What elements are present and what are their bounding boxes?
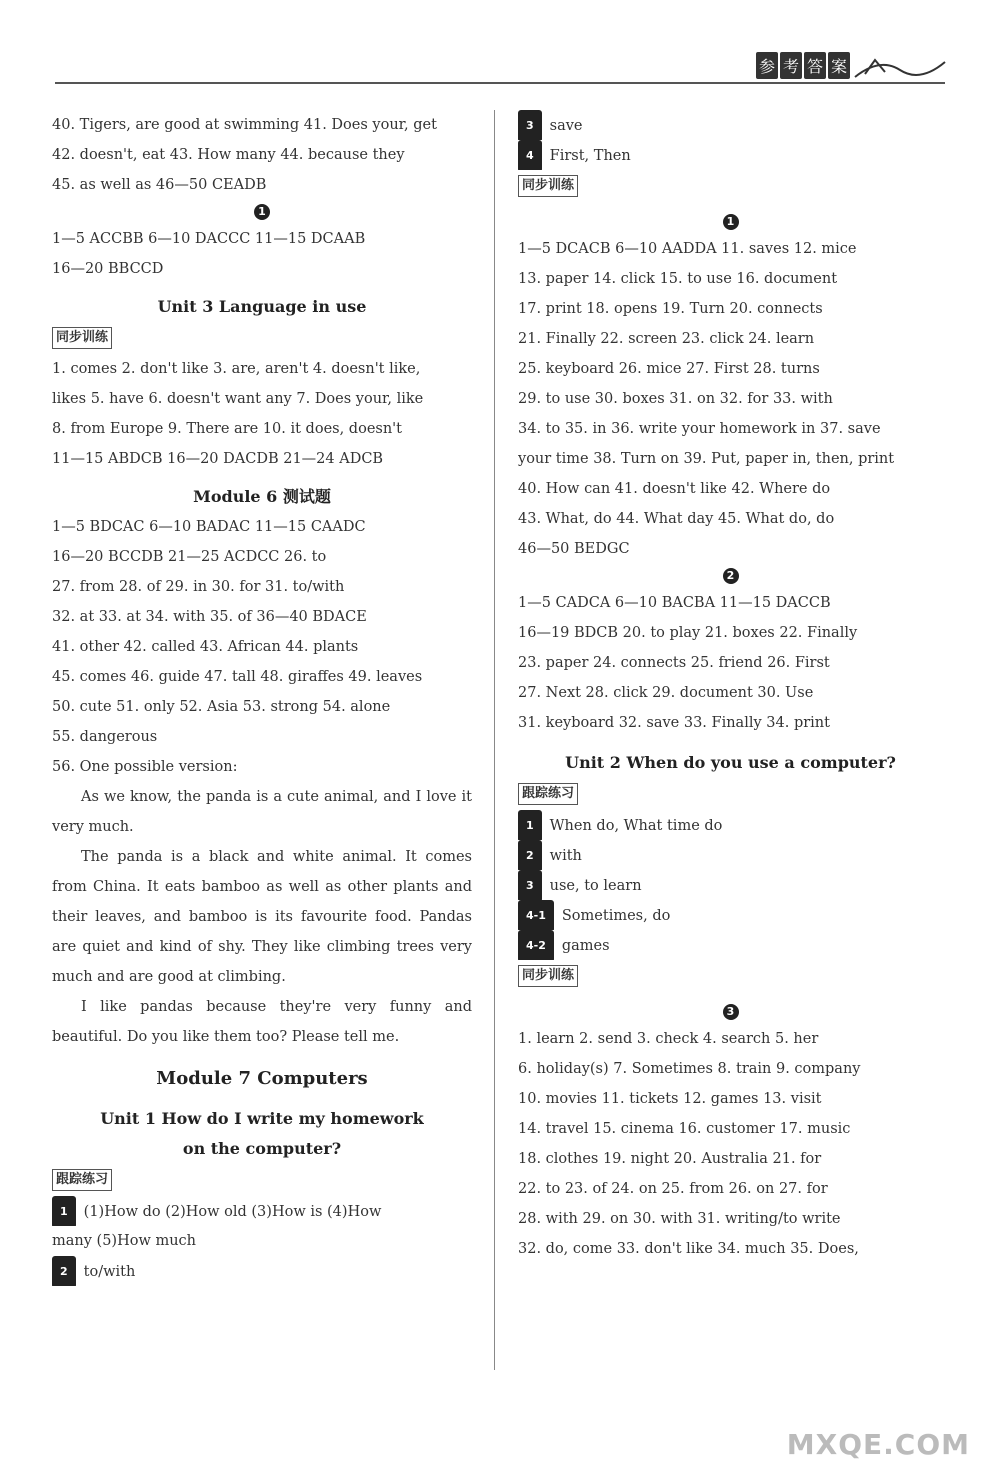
question-badge: 2 — [518, 840, 542, 870]
essay-paragraph: As we know, the panda is a cute animal, and I love it very much. — [52, 789, 472, 835]
answer-line: 1—5 ACCBB 6—10 DACCC 11—15 DCAAB — [52, 231, 366, 247]
answer-line: 40. Tigers, are good at swimming 41. Does your, get — [52, 117, 437, 133]
unit-heading: Unit 1 How do I write my homework — [100, 1109, 424, 1128]
question-badge: 4-1 — [518, 900, 554, 930]
watermark-logo: MXQE.COM — [786, 1428, 970, 1461]
answer-text: First, Then — [549, 148, 631, 164]
answer-text: When do, What time do — [549, 818, 723, 834]
column-divider — [494, 110, 495, 1370]
answer-text: with — [549, 848, 582, 864]
answer-line: 42. doesn't, eat 43. How many 44. because they — [52, 147, 405, 163]
answer-line: 46—50 BEDGC — [518, 541, 630, 557]
question-badge: 3 — [518, 870, 542, 900]
answer-line: 56. One possible version: — [52, 759, 238, 775]
answer-line: 16—20 BCCDB 21—25 ACDCC 26. to — [52, 549, 327, 565]
header-char: 参 — [756, 52, 778, 79]
answer-line: 45. as well as 46—50 CEADB — [52, 177, 267, 193]
left-column — [52, 110, 472, 1286]
answer-line: 27. from 28. of 29. in 30. for 31. to/with — [52, 579, 345, 595]
answer-line: likes 5. have 6. doesn't want any 7. Does your, like — [52, 391, 424, 407]
answer-line: 25. keyboard 26. mice 27. First 28. turns — [518, 361, 820, 377]
answer-line: 34. to 35. in 36. write your homework in 37. save — [518, 421, 881, 437]
answer-text: use, to learn — [549, 878, 642, 894]
answer-text: save — [549, 118, 583, 134]
answer-line — [518, 840, 943, 870]
answer-line: 40. How can 41. doesn't like 42. Where do — [518, 481, 831, 497]
answer-line: 32. at 33. at 34. with 35. of 36—40 BDACE — [52, 609, 367, 625]
answer-line: 31. keyboard 32. save 33. Finally 34. print — [518, 715, 830, 731]
answer-line: 13. paper 14. click 15. to use 16. document — [518, 271, 838, 287]
section-tag: 同步训练 — [518, 965, 578, 987]
answer-line: 22. to 23. of 24. on 25. from 26. on 27. for — [518, 1181, 828, 1197]
header-answer-key — [756, 52, 850, 79]
answer-line: 14. travel 15. cinema 16. customer 17. music — [518, 1121, 851, 1137]
answer-line: 1—5 BDCAC 6—10 BADAC 11—15 CAADC — [52, 519, 366, 535]
answer-line: 23. paper 24. connects 25. friend 26. First — [518, 655, 830, 671]
answer-line: 8. from Europe 9. There are 10. it does, doesn't — [52, 421, 402, 437]
question-badge: 3 — [518, 110, 542, 140]
question-badge: 4 — [518, 140, 542, 170]
answer-line: 32. do, come 33. don't like 34. much 35. Does, — [518, 1241, 859, 1257]
right-column — [518, 110, 943, 1264]
answer-line — [52, 1196, 472, 1226]
unit-heading: Unit 3 Language in use — [157, 297, 367, 316]
answer-line: 16—20 BBCCD — [52, 261, 164, 277]
module-heading: Module 7 Computers — [156, 1068, 368, 1089]
header-char: 案 — [828, 52, 850, 79]
answer-line: 1. learn 2. send 3. check 4. search 5. her — [518, 1031, 819, 1047]
answer-line: 10. movies 11. tickets 12. games 13. visit — [518, 1091, 822, 1107]
essay-paragraph: The panda is a black and white animal. It comes from China. It eats bamboo as well as other plants and their leaves, and bamboo is its favourite food. Pandas are quiet and kind of shy. They like climbing trees very much and are good at climbing. — [52, 849, 472, 985]
decoration-swoosh-icon — [850, 52, 950, 82]
answer-line: your time 38. Turn on 39. Put, paper in, then, print — [518, 451, 895, 467]
answer-line: 18. clothes 19. night 20. Australia 21. for — [518, 1151, 822, 1167]
section-tag: 同步训练 — [518, 175, 578, 197]
essay-paragraph: I like pandas because they're very funny and beautiful. Do you like them too? Please tell me. — [52, 999, 472, 1045]
answer-line: 43. What, do 44. What day 45. What do, do — [518, 511, 835, 527]
answer-text: Sometimes, do — [561, 908, 671, 924]
section-number-circle: 1 — [254, 204, 270, 220]
header-char: 考 — [780, 52, 802, 79]
answer-line: 1—5 CADCA 6—10 BACBA 11—15 DACCB — [518, 595, 831, 611]
section-tag: 跟踪练习 — [52, 1169, 112, 1191]
answer-line: 17. print 18. opens 19. Turn 20. connects — [518, 301, 823, 317]
answer-line: 55. dangerous — [52, 729, 158, 745]
header-char: 答 — [804, 52, 826, 79]
section-number-circle: 2 — [723, 568, 739, 584]
answer-text: games — [561, 938, 610, 954]
answer-line: 41. other 42. called 43. African 44. plants — [52, 639, 359, 655]
answer-line: 50. cute 51. only 52. Asia 53. strong 54. alone — [52, 699, 391, 715]
section-number-circle: 1 — [723, 214, 739, 230]
answer-line — [52, 1256, 472, 1286]
module-test-heading: Module 6 测试题 — [193, 487, 331, 506]
answer-line — [518, 810, 943, 840]
answer-line: 21. Finally 22. screen 23. click 24. learn — [518, 331, 815, 347]
answer-line — [518, 900, 943, 930]
section-tag: 跟踪练习 — [518, 783, 578, 805]
answer-line: 27. Next 28. click 29. document 30. Use — [518, 685, 814, 701]
answer-line: 1. comes 2. don't like 3. are, aren't 4. doesn't like, — [52, 361, 421, 377]
answer-line: 28. with 29. on 30. with 31. writing/to write — [518, 1211, 841, 1227]
question-badge: 1 — [52, 1196, 76, 1226]
question-badge: 1 — [518, 810, 542, 840]
answer-line — [518, 930, 943, 960]
answer-line: 1—5 DCACB 6—10 AADDA 11. saves 12. mice — [518, 241, 857, 257]
answer-line: 16—19 BDCB 20. to play 21. boxes 22. Finally — [518, 625, 858, 641]
answer-line: 29. to use 30. boxes 31. on 32. for 33. with — [518, 391, 833, 407]
answer-line — [518, 110, 943, 140]
unit-heading-cont: on the computer? — [182, 1139, 342, 1158]
answer-line — [518, 140, 943, 170]
unit-heading: Unit 2 When do you use a computer? — [565, 753, 896, 772]
answer-line — [518, 870, 943, 900]
answer-line: 45. comes 46. guide 47. tall 48. giraffes 49. leaves — [52, 669, 423, 685]
section-tag: 同步训练 — [52, 327, 112, 349]
header-rule — [55, 82, 945, 84]
section-number-circle: 3 — [723, 1004, 739, 1020]
answer-line: 11—15 ABDCB 16—20 DACDB 21—24 ADCB — [52, 451, 384, 467]
question-badge: 4-2 — [518, 930, 554, 960]
answer-text: to/with — [83, 1264, 136, 1280]
answer-text: (1)How do (2)How old (3)How is (4)How — [83, 1204, 382, 1220]
answer-line: many (5)How much — [52, 1233, 197, 1249]
answer-line: 6. holiday(s) 7. Sometimes 8. train 9. company — [518, 1061, 861, 1077]
question-badge: 2 — [52, 1256, 76, 1286]
